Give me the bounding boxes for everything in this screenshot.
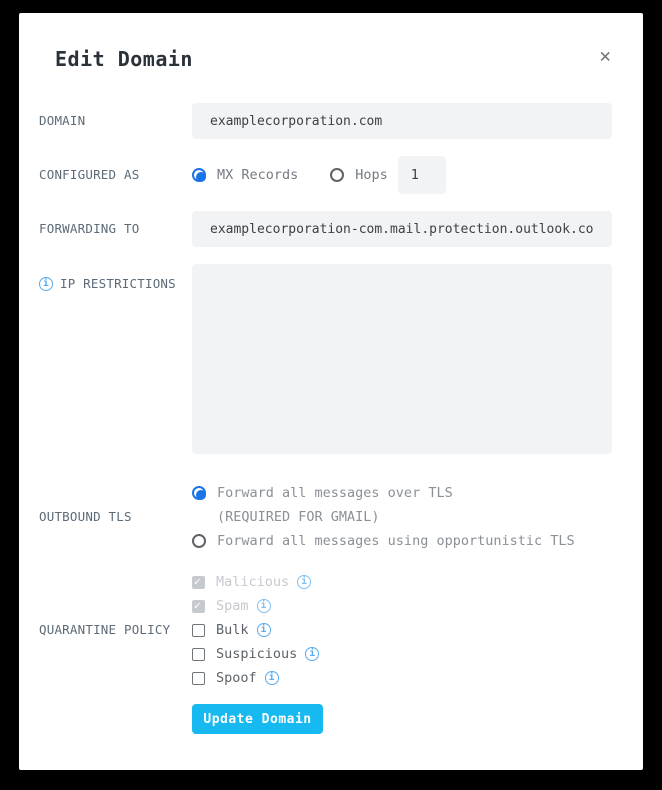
modal-title: Edit Domain (55, 47, 193, 71)
modal-header (19, 13, 643, 73)
spoof-info-icon[interactable]: i (265, 671, 279, 685)
quarantine-option-bulk (192, 618, 612, 642)
spoof-checkbox-label: Spoof (216, 670, 257, 686)
hops-radio[interactable] (330, 168, 344, 182)
spoof-checkbox[interactable] (192, 672, 205, 685)
tls-opportunistic-radio[interactable] (192, 534, 206, 548)
malicious-checkbox (192, 576, 205, 589)
edit-domain-modal (19, 13, 643, 770)
quarantine-option-spoof (192, 666, 612, 690)
quarantine-option-malicious (192, 570, 612, 594)
mx-records-radio-label: MX Records (217, 167, 299, 183)
quarantine-option-spam (192, 594, 612, 618)
forwarding-to-input[interactable] (192, 211, 612, 247)
tls-required-radio[interactable] (192, 486, 206, 500)
tls-required-radio-label: Forward all messages over TLS (217, 485, 453, 501)
quarantine-policy-row (39, 570, 631, 690)
bulk-info-icon[interactable]: i (257, 623, 271, 637)
malicious-checkbox-label: Malicious (216, 574, 290, 590)
domain-row (39, 103, 631, 139)
tls-opportunistic-radio-label: Forward all messages using opportunistic TLS (217, 533, 575, 549)
outbound-tls-row (39, 481, 631, 553)
edit-domain-form (19, 103, 643, 734)
spam-info-icon[interactable]: i (257, 599, 271, 613)
close-icon[interactable]: ✕ (599, 45, 611, 67)
ip-restrictions-label: IP RESTRICTIONS (60, 276, 176, 291)
suspicious-info-icon[interactable]: i (305, 647, 319, 661)
bulk-checkbox[interactable] (192, 624, 205, 637)
tls-required-note: (REQUIRED FOR GMAIL) (217, 509, 380, 525)
ip-restrictions-row (39, 264, 631, 458)
ip-restrictions-info-icon[interactable]: i (39, 277, 53, 291)
bulk-checkbox-label: Bulk (216, 622, 249, 638)
ip-restrictions-textarea[interactable] (192, 264, 612, 454)
spam-checkbox (192, 600, 205, 613)
hops-radio-label: Hops (355, 167, 388, 183)
outbound-tls-label: OUTBOUND TLS (39, 509, 132, 524)
mx-records-radio[interactable] (192, 168, 206, 182)
suspicious-checkbox[interactable] (192, 648, 205, 661)
domain-input[interactable] (192, 103, 612, 139)
domain-label: DOMAIN (39, 113, 86, 128)
quarantine-policy-label: QUARANTINE POLICY (39, 622, 171, 637)
spam-checkbox-label: Spam (216, 598, 249, 614)
actions-row (39, 704, 631, 734)
suspicious-checkbox-label: Suspicious (216, 646, 298, 662)
quarantine-option-suspicious (192, 642, 612, 666)
hops-count-input[interactable] (398, 156, 446, 194)
configured-as-row (39, 156, 631, 194)
forwarding-to-row (39, 211, 631, 247)
malicious-info-icon[interactable]: i (297, 575, 311, 589)
configured-as-label: CONFIGURED AS (39, 167, 140, 182)
update-domain-button[interactable]: Update Domain (192, 704, 323, 734)
forwarding-to-label: FORWARDING TO (39, 221, 140, 236)
